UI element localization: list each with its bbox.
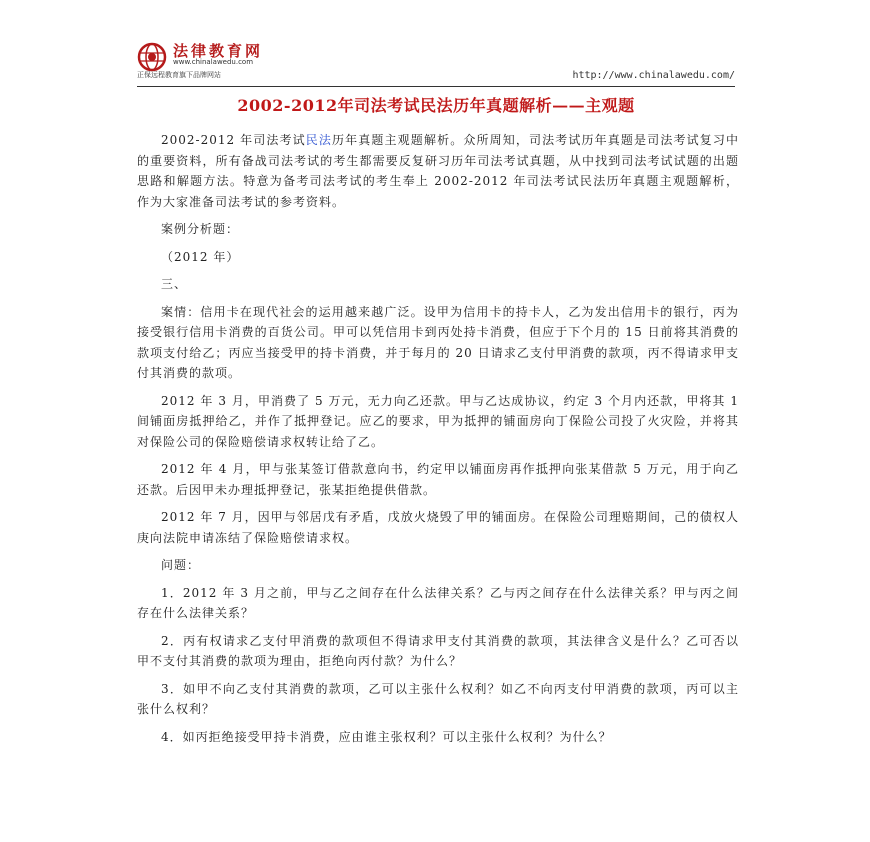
document-body — [137, 130, 739, 747]
brand-domain: www.chinalawedu.com — [173, 58, 254, 66]
question-item: 2．丙有权请求乙支付甲消费的款项但不得请求甲支付其消费的款项，其法律含义是什么？乙可否以甲不支付其消费的款项为理由，拒绝向丙付款？为什么？ — [137, 633, 739, 668]
question-item: 1．2012 年 3 月之前，甲与乙之间存在什么法律关系？乙与丙之间存在什么法律关系？甲与丙之间存在什么法律关系？ — [137, 585, 739, 620]
red-globe-logo-icon — [137, 42, 167, 72]
brand-name: 法律教育网 — [173, 42, 264, 60]
question-item: 4．如丙拒绝接受甲持卡消费，应由谁主张权利？可以主张什么权利？为什么？ — [161, 729, 612, 744]
intro-text-rest: 历年真题主观题解析。众所周知，司法考试历年真题是司法考试复习中的重要资料，所有备战司法考试的考生都需要反复研习历年司法考试真题，从中找到司法考试试题的出题思路和解题方法。特意为备考司法考试的考生奉上 2002-2012 年司法考试民法历年真题主观题解析，作为大家准备司法考试的参考资料。 — [137, 133, 739, 209]
case-facts-paragraph: 2012 年 3 月，甲消费了 5 万元，无力向乙还款。甲与乙达成协议，约定 3 个月内还款，甲将其 1 间铺面房抵押给乙，并作了抵押登记。应乙的要求，甲为抵押的铺面房向丁保险公司投了火灾险，并将其对保险公司的保险赔偿请求权转让给了乙。 — [137, 393, 739, 449]
document-title: 2002-2012年司法考试民法历年真题解析——主观题 — [237, 96, 635, 115]
intro-paragraph — [137, 130, 739, 212]
questions-heading: 问题： — [161, 558, 201, 572]
civil-law-link[interactable]: 民法 — [305, 133, 333, 147]
site-url-link[interactable]: http://www.chinalawedu.com/ — [572, 70, 735, 81]
brand-slogan: 正保远程教育旗下品牌网站 — [137, 71, 221, 79]
page-header — [137, 40, 735, 85]
section-heading: 案例分析题： — [161, 222, 240, 236]
header-divider — [137, 86, 735, 87]
intro-text-start: 2002-2012 年司法考试 — [161, 133, 306, 147]
question-number: 三、 — [161, 277, 188, 291]
case-facts-paragraph: 2012 年 7 月，因甲与邻居戊有矛盾，戊放火烧毁了甲的铺面房。在保险公司理赔期间，己的债权人庚向法院申请冻结了保险赔偿请求权。 — [137, 510, 739, 545]
case-facts-paragraph: 案情：信用卡在现代社会的运用越来越广泛。设甲为信用卡的持卡人，乙为发出信用卡的银行，丙为接受银行信用卡消费的百货公司。甲可以凭信用卡到丙处持卡消费，但应于下个月的 15 日前将其消费的款项支付给乙；丙应当接受甲的持卡消费，并于每月的 20 日请求乙支付甲消费的款项，丙不得请求甲支付其消费的款项。 — [137, 304, 739, 380]
year-label: （2012 年） — [161, 249, 240, 264]
question-item: 3．如甲不向乙支付其消费的款项，乙可以主张什么权利？如乙不向丙支付甲消费的款项，丙可以主张什么权利？ — [137, 681, 739, 716]
case-facts-paragraph: 2012 年 4 月，甲与张某签订借款意向书，约定甲以铺面房再作抵押向张某借款 5 万元，用于向乙还款。后因甲未办理抵押登记，张某拒绝提供借款。 — [137, 462, 739, 497]
